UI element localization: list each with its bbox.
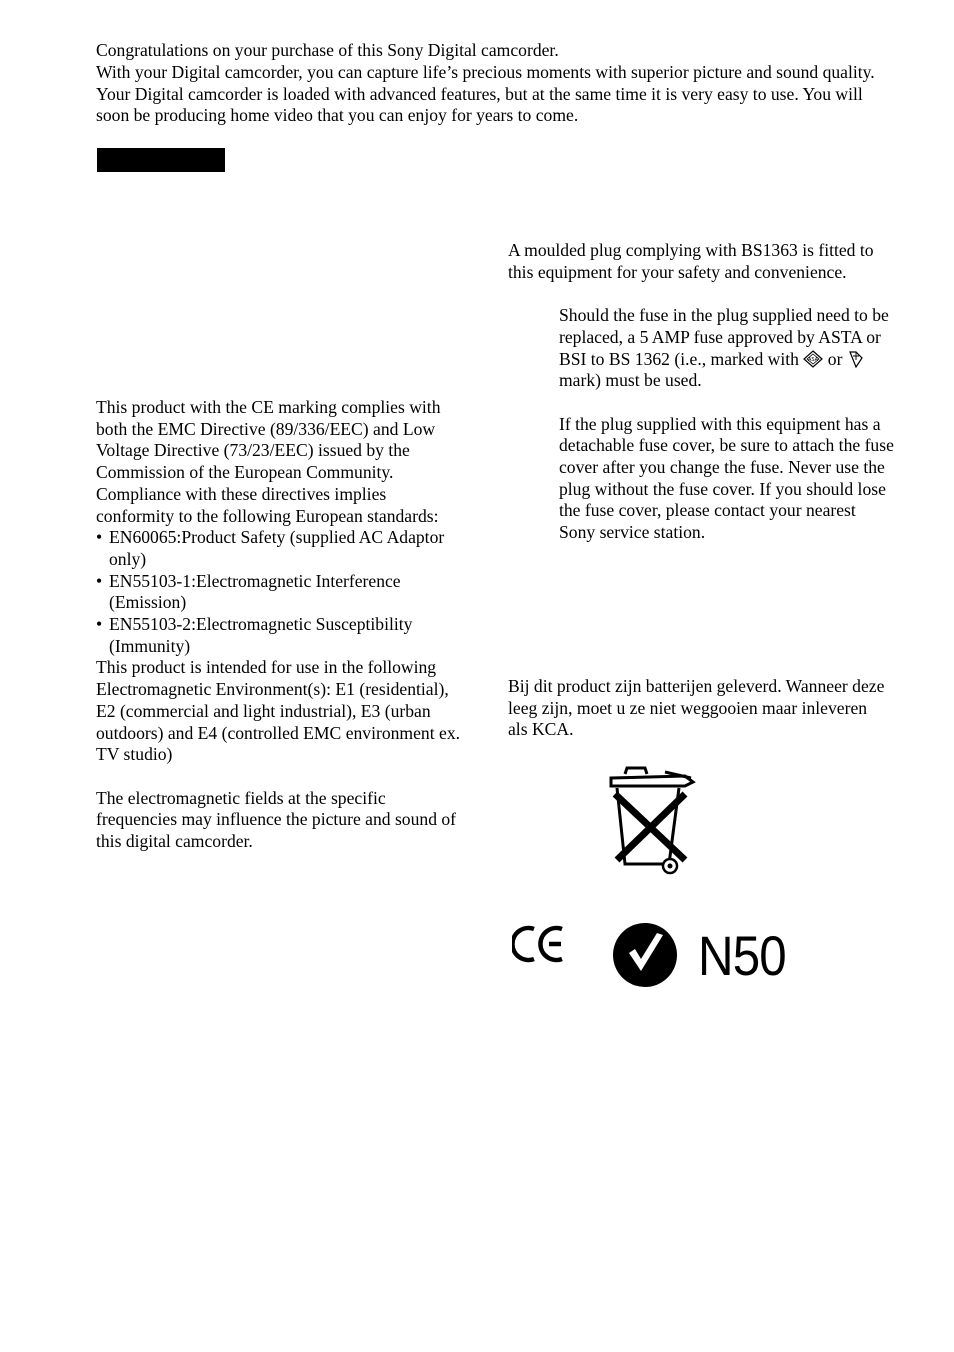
intro-section [96, 40, 896, 127]
environment-paragraph: This product is intended for use in the following Electromagnetic Environment(s): E1 (residential), E2 (commercial and light industrial), E3 (urban outdoors) and E4 (controlled EMC environment ex. TV studio) [96, 657, 461, 765]
dutch-paragraph: Bij dit product zijn batterijen geleverd. Wanneer deze leeg zijn, moet u ze niet weggooien maar inleveren als KCA. [508, 676, 885, 740]
fields-paragraph: The electromagnetic fields at the specific frequencies may influence the picture and sound of this digital camcorder. [96, 787, 457, 852]
fuse-cover-paragraph: If the plug supplied with this equipment has a detachable fuse cover, be sure to attach the fuse cover after you change the fuse. Never use the plug without the fuse cover. If you should lose the fuse cover, please contact your nearest Sony service station. [559, 413, 894, 543]
ce-mark-icon [512, 924, 568, 964]
svg-text:ASA: ASA [808, 356, 819, 363]
n50-supplier-code: N50 [698, 924, 786, 987]
fuse-text-a: Should the fuse in the plug supplied need to be replaced, a 5 AMP fuse approved by ASTA or BSI to BS 1362 (i.e., marked with [559, 305, 889, 369]
redacted-heading-bar [97, 148, 225, 172]
fuse-text-or: or [827, 348, 843, 369]
list-item: • EN55103-1:Electromagnetic Interference (Emission) [96, 571, 466, 614]
intro-line-2: With your Digital camcorder, you can capture life’s precious moments with superior picture and sound quality. Your Digital camcorder is loaded with advanced features, but at the same time it is very easy to use. You will soon be producing home video that you can enjoy for years to come. [96, 61, 875, 126]
intro-line-1: Congratulations on your purchase of this Sony Digital camcorder. [96, 40, 559, 60]
right-column [508, 240, 898, 544]
bsi-kitemark-icon [847, 350, 865, 368]
asta-mark-icon [803, 350, 823, 368]
crossed-out-bin-icon [605, 764, 697, 876]
ce-marking-paragraph: This product with the CE marking complies with both the EMC Directive (89/336/EEC) and Low Voltage Directive (73/23/EEC) issued by the Commission of the European Community. [96, 397, 441, 483]
c-tick-mark-icon [611, 921, 681, 991]
moulded-plug-paragraph: A moulded plug complying with BS1363 is fitted to this equipment for your safety and convenience. [508, 240, 874, 282]
compliance-paragraph: Compliance with these directives implies conformity to the following European standards: [96, 483, 439, 526]
list-item: • EN60065:Product Safety (supplied AC Adaptor only) [96, 527, 466, 570]
list-item: • EN55103-2:Electromagnetic Susceptibility (Immunity) [96, 614, 466, 657]
standards-list [96, 527, 466, 657]
left-column [96, 397, 466, 853]
dutch-battery-notice [508, 676, 888, 741]
fuse-text-b: mark) must be used. [559, 370, 702, 391]
fuse-paragraph [559, 305, 894, 392]
